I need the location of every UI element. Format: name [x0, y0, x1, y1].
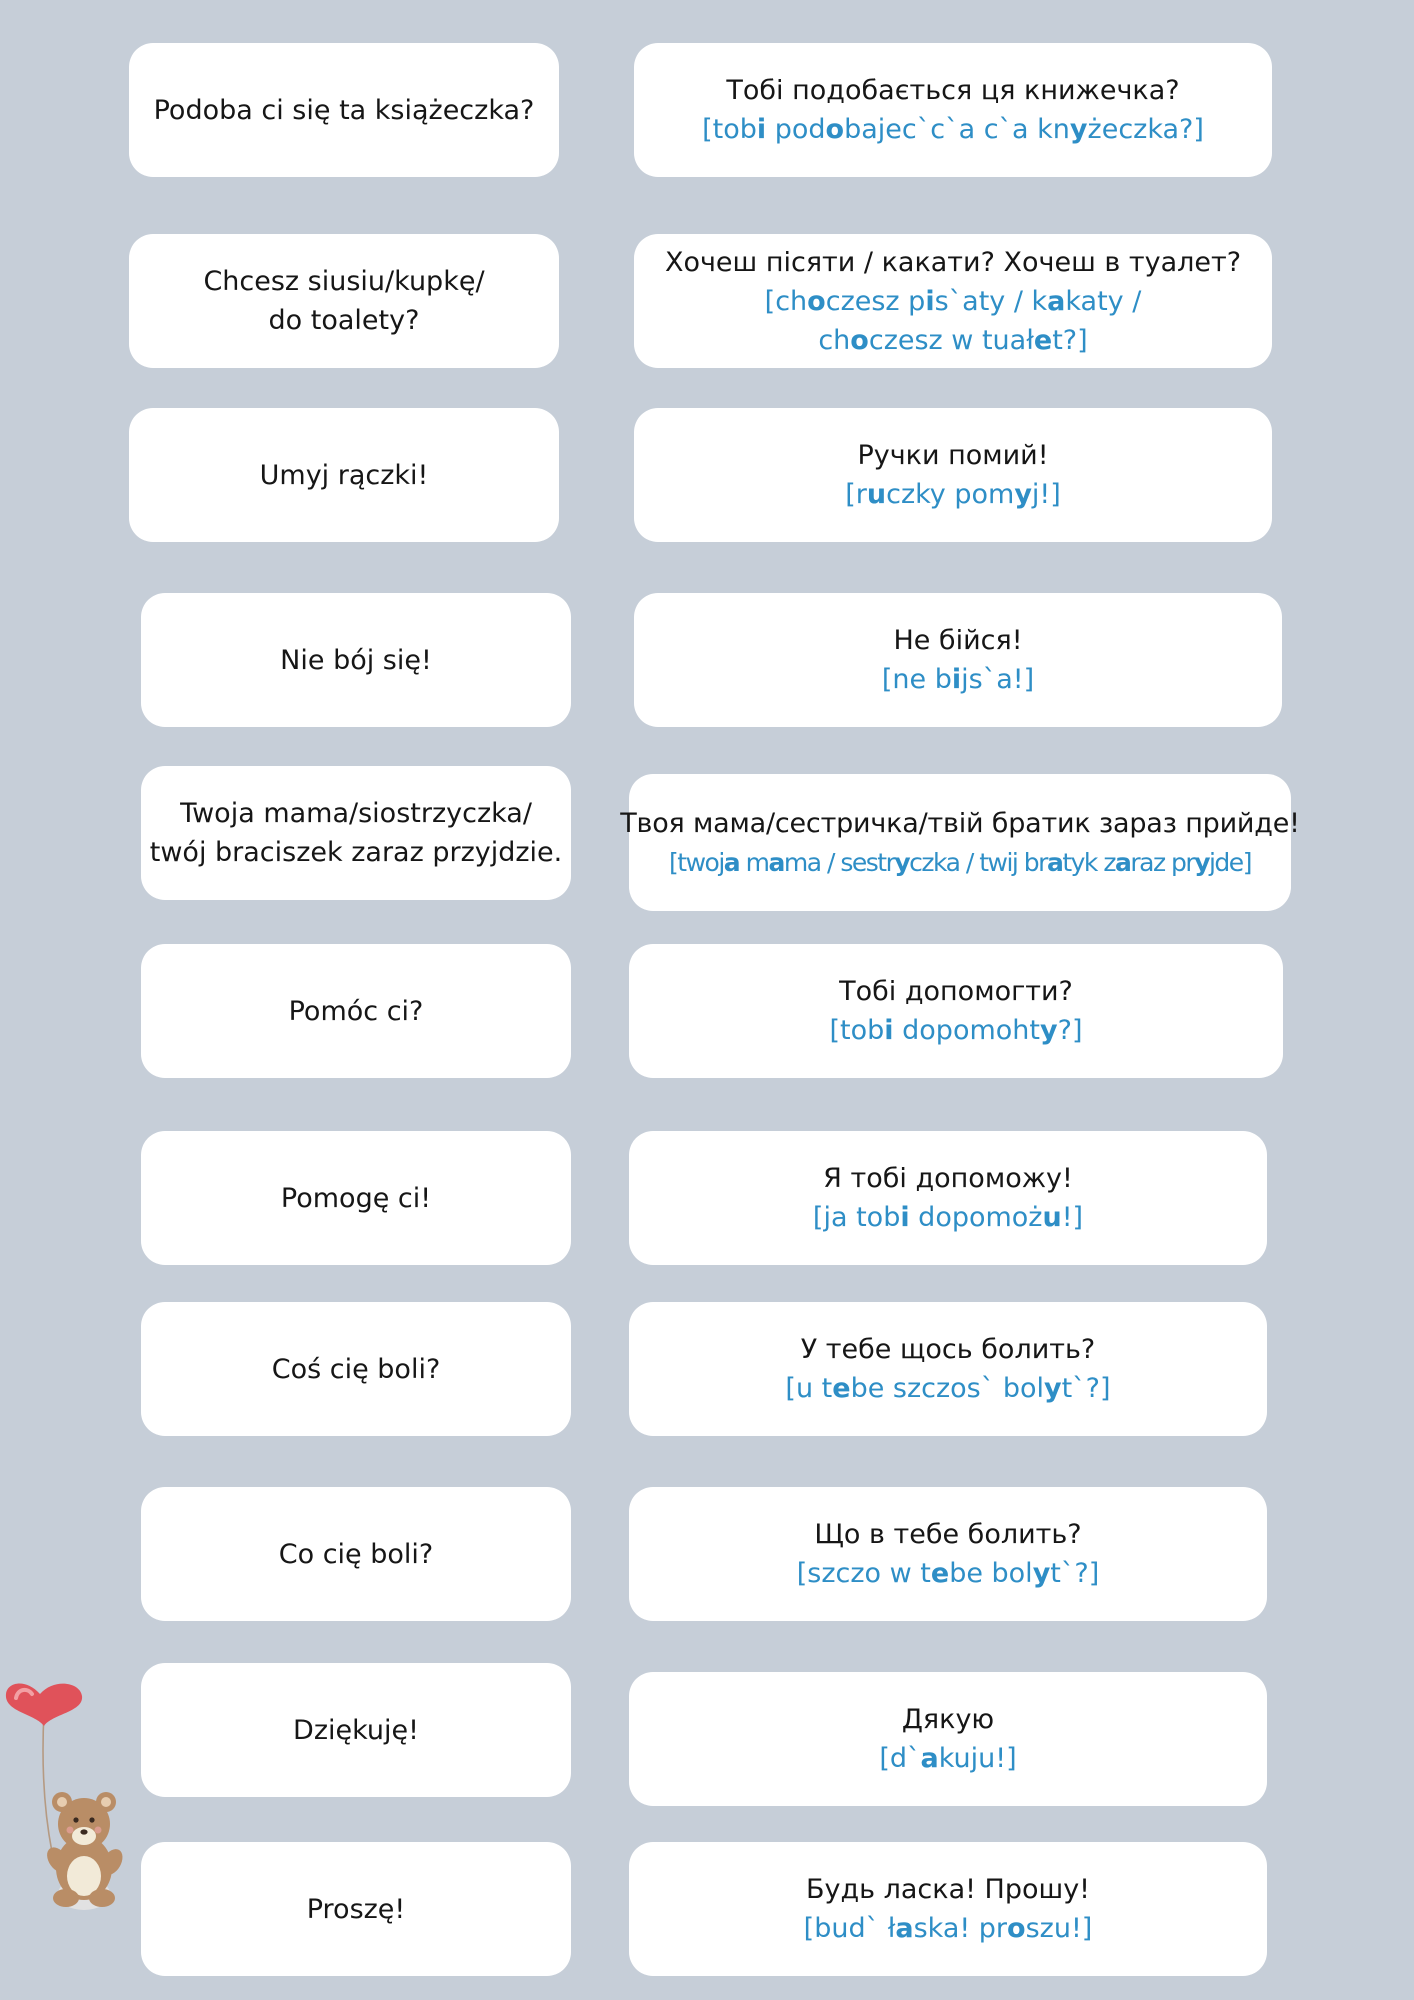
stressed-vowel: i [900, 1202, 910, 1233]
phrase-card-ua-2 [634, 234, 1272, 368]
phrase-ukrainian: Я тобі допоможу! [823, 1163, 1073, 1194]
phrase-ukrainian: Хочеш пісяти / какати? Хочеш в туалет? [664, 246, 1242, 278]
stressed-vowel: a [1046, 847, 1063, 877]
phrase-ukrainian: Що в тебе болить? [814, 1519, 1082, 1550]
phrase-ukrainian: Тобі допомогти? [839, 976, 1073, 1007]
stressed-vowel: u [866, 479, 887, 510]
phrase-card-pl-10 [141, 1663, 571, 1797]
phrase-card-ua-9 [629, 1487, 1267, 1621]
stressed-vowel: e [832, 1373, 851, 1404]
phrase-transcription: [tobi podobajec`c`a c`a knyżeczka?] [702, 114, 1204, 145]
stressed-vowel: a [895, 1913, 914, 1944]
phrase-polish: Podoba ci się ta książeczka? [153, 94, 535, 126]
phrase-polish: Chcesz siusiu/kupkę/ do toalety? [203, 266, 485, 336]
teddy-bear-with-heart-balloon-icon [0, 1680, 140, 1920]
stressed-vowel: o [825, 114, 845, 145]
phrase-ukrainian: Ручки помий! [857, 440, 1049, 471]
phrase-polish: Umyj rączki! [259, 459, 429, 491]
stressed-vowel: y [1069, 114, 1088, 145]
phrase-polish: Pomogę ci! [280, 1182, 432, 1214]
stressed-vowel: a [1114, 847, 1131, 877]
phrase-card-ua-3 [634, 408, 1272, 542]
phrase-polish: Co cię boli? [278, 1538, 434, 1570]
stressed-vowel: a [723, 847, 740, 877]
stressed-vowel: e [1033, 324, 1053, 356]
stressed-vowel: y [1039, 1015, 1058, 1046]
phrase-card-ua-11 [629, 1842, 1267, 1976]
phrase-ukrainian: Дякую [901, 1704, 995, 1735]
phrase-polish: Dziękuję! [293, 1714, 419, 1746]
phrase-card-pl-9 [141, 1487, 571, 1621]
phrase-polish: Nie bój się! [280, 644, 432, 676]
stressed-vowel: o [850, 324, 869, 356]
phrase-card-ua-8 [629, 1302, 1267, 1436]
phrase-card-ua-7 [629, 1131, 1267, 1265]
phrase-ukrainian: Не бійся! [893, 625, 1023, 656]
stressed-vowel: y [1014, 479, 1032, 510]
stressed-vowel: a [1047, 285, 1066, 317]
stressed-vowel: y [1194, 847, 1209, 877]
phrase-card-pl-1 [129, 43, 559, 177]
phrase-card-pl-2 [129, 234, 559, 368]
stressed-vowel: i [951, 664, 962, 695]
phrase-card-pl-3 [129, 408, 559, 542]
phrase-card-ua-4 [634, 593, 1282, 727]
phrase-ukrainian: Будь ласка! Прошу! [805, 1874, 1091, 1905]
phrase-ukrainian: Твоя мама/сестричка/твій братик зараз прийде! [620, 807, 1300, 839]
stressed-vowel: y [894, 847, 910, 877]
stressed-vowel: a [920, 1743, 939, 1774]
stressed-vowel: u [1042, 1202, 1062, 1233]
stressed-vowel: i [925, 285, 935, 317]
phrase-transcription: [u tebe szczos` bolyt`?] [785, 1373, 1111, 1404]
phrase-polish: Coś cię boli? [271, 1353, 441, 1385]
phrase-polish: Twoja mama/siostrzyczka/ twój braciszek zaraz przyjdzie. [149, 798, 563, 868]
phrase-polish: Proszę! [306, 1893, 406, 1925]
phrase-transcription: [ruczky pomyj!] [845, 479, 1061, 510]
stressed-vowel: y [1043, 1373, 1062, 1404]
phrase-card-ua-6 [629, 944, 1283, 1078]
phrase-card-pl-5 [141, 766, 571, 900]
phrase-card-ua-1 [634, 43, 1272, 177]
phrase-card-pl-8 [141, 1302, 571, 1436]
phrase-transcription: [twoja mama / sestryczka / twij bratyk zaraz pryjde] [669, 847, 1251, 877]
stressed-vowel: a [768, 847, 784, 877]
stressed-vowel: o [807, 285, 826, 317]
phrase-transcription: [choczesz pis`aty / kakaty / choczesz w tuałet?] [764, 285, 1142, 356]
stressed-vowel: e [930, 1558, 950, 1589]
phrase-polish: Pomóc ci? [288, 995, 424, 1027]
phrase-card-pl-4 [141, 593, 571, 727]
phrase-ukrainian: У тебе щось болить? [800, 1334, 1096, 1365]
phrase-transcription: [ja tobi dopomożu!] [812, 1202, 1084, 1233]
phrase-card-pl-11 [141, 1842, 571, 1976]
phrase-ukrainian: Тобі подобається ця книжечка? [726, 75, 1180, 106]
stressed-vowel: i [884, 1015, 894, 1046]
stressed-vowel: i [756, 114, 767, 145]
phrase-transcription: [bud` łaska! proszu!] [803, 1913, 1093, 1944]
phrase-transcription: [szczo w tebe bolyt`?] [796, 1558, 1100, 1589]
phrase-transcription: [d`akuju!] [879, 1743, 1017, 1774]
stressed-vowel: y [1032, 1558, 1051, 1589]
stressed-vowel: o [1007, 1913, 1026, 1944]
phrase-card-pl-7 [141, 1131, 571, 1265]
phrase-card-ua-10 [629, 1672, 1267, 1806]
phrase-transcription: [tobi dopomohty?] [829, 1015, 1083, 1046]
phrase-card-pl-6 [141, 944, 571, 1078]
phrase-transcription: [ne bijs`a!] [881, 664, 1035, 695]
phrase-card-ua-5 [620, 774, 1300, 911]
